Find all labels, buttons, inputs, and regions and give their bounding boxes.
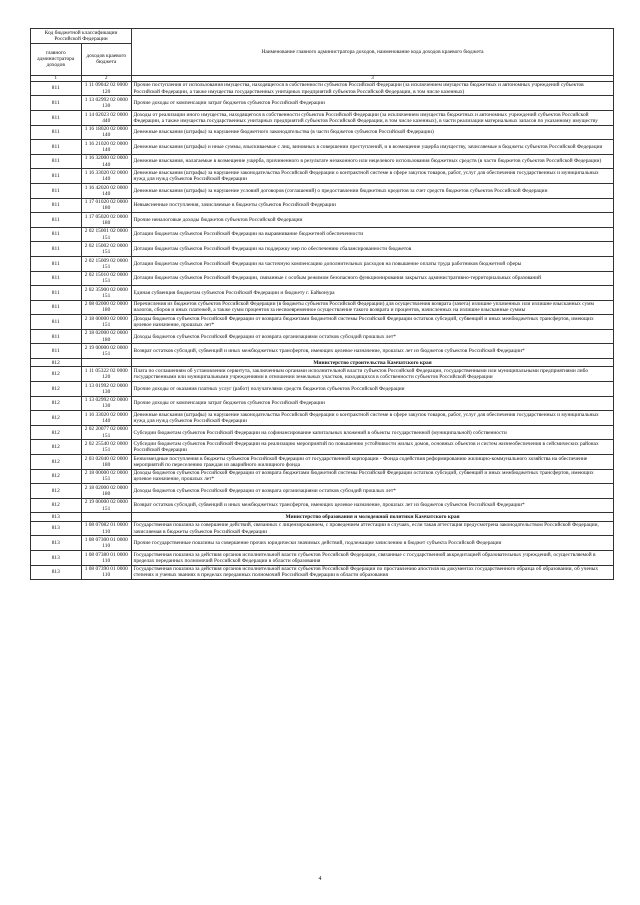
income-code-cell: 1 08 07390 01 0000 110 (81, 565, 132, 580)
income-name-cell: Прочие доходы от компенсации затрат бюджетов субъектов Российской Федерации (132, 396, 614, 411)
income-code-cell: 2 18 00000 02 0000 151 (81, 469, 132, 484)
income-name-cell: Безвозмездные поступления в бюджеты субъектов Российской Федерации от государственной корпорации - Фонда содействия реформированию жилищно-коммунального хозяйства на обеспечение мероприятий по переселению граждан из аварийного жилищного фонда (132, 455, 614, 470)
table-row (31, 367, 614, 382)
admin-code-cell: 812 (31, 440, 82, 455)
table-row (31, 396, 614, 411)
income-code-cell: 1 16 21020 02 0000 140 (81, 140, 132, 155)
admin-code-cell: 811 (31, 344, 82, 359)
admin-code-cell: 811 (31, 110, 82, 125)
income-code-cell: 1 16 42020 02 0000 140 (81, 183, 132, 198)
income-code-cell (81, 513, 132, 521)
admin-code-cell: 811 (31, 329, 82, 344)
income-name-cell: Дотации бюджетам субъектов Российской Федерации, связанные с особым режимом безопасного функционирования закрытых административно-территориальных образований (132, 271, 614, 286)
income-code-cell: 2 02 20077 02 0000 151 (81, 425, 132, 440)
column-number: 2 (81, 75, 132, 81)
income-name-cell: Доходы бюджетов субъектов Российской Федерации от возврата бюджетами бюджетной системы Российской Федерации остатков субсидий, субвенций и иных межбюджетных трансфертов, имеющих целевое назначение, прошлых лет* (132, 469, 614, 484)
income-code-cell: 2 03 02040 02 0000 180 (81, 455, 132, 470)
income-code-cell: 1 08 07082 01 0000 110 (81, 521, 132, 536)
admin-code-cell: 812 (31, 425, 82, 440)
table-row (31, 271, 614, 286)
table-row (31, 96, 614, 111)
admin-code-cell: 811 (31, 198, 82, 213)
admin-code-cell: 811 (31, 286, 82, 301)
income-code-cell: 2 08 02000 02 0000 180 (81, 300, 132, 315)
admin-code-cell: 812 (31, 359, 82, 367)
income-name-cell: Прочие доходы от оказания платных услуг (работ) получателями средств бюджетов субъектов Российской Федерации (132, 382, 614, 397)
income-code-cell: 1 11 05322 02 0000 120 (81, 367, 132, 382)
income-name-cell: Дотации бюджетам субъектов Российской Федерации на выравнивание бюджетной обеспеченности (132, 227, 614, 242)
income-code-cell: 2 02 15009 02 0000 151 (81, 256, 132, 271)
document-sheet (30, 28, 614, 580)
income-name-cell: Денежные взыскания (штрафы) за нарушение законодательства Российской Федерации о контрактной системе в сфере закупок товаров, работ, услуг для обеспечения государственных и муниципальных нужд для нужд субъектов Российской Федерации (132, 411, 614, 426)
income-name-cell: Дотации бюджетам субъектов Российской Федерации на частичную компенсацию дополнительных расходов на повышение оплаты труда работников бюджетной сферы (132, 256, 614, 271)
income-name-cell: Субсидии бюджетам субъектов Российской Федерации на реализацию мероприятий по повышению устойчивости жилых домов, основных объектов и систем жизнеобеспечения в сейсмических районах Российской Федерации (132, 440, 614, 455)
table-row (31, 154, 614, 169)
table-row (31, 140, 614, 155)
table-row (31, 536, 614, 551)
income-code-cell: 2 02 15002 02 0000 151 (81, 242, 132, 257)
page-number: 4 (318, 876, 322, 882)
income-code-cell: 1 13 02992 02 0000 130 (81, 96, 132, 111)
income-name-cell: Единая субвенция бюджетам субъектов Российской Федерации и бюджету г. Байконура (132, 286, 614, 301)
income-name-cell: Доходы бюджетов субъектов Российской Федерации от возврата бюджетами бюджетной системы Российской Федерации остатков субсидий, субвенций и иных межбюджетных трансфертов, имеющих целевое назначение, прошлых лет* (132, 315, 614, 330)
income-name-cell: Денежные взыскания (штрафы) за нарушение бюджетного законодательства (в части бюджетов субъектов Российской Федерации) (132, 125, 614, 140)
income-code-cell: 1 13 01992 02 0000 130 (81, 382, 132, 397)
table-row (31, 315, 614, 330)
income-code-cell: 1 16 18020 02 0000 140 (81, 125, 132, 140)
admin-code-cell: 813 (31, 521, 82, 536)
income-name-cell: Доходы от реализации иного имущества, находящегося в собственности субъектов Российской Федерации (за исключением имущества бюджетных и автономных учреждений субъектов Российской Федерации, а также имущества государственных унитарных предприятий субъектов Российской Федерации, в том числе казенных), в части реализации материальных запасов по указанному имуществу (132, 110, 614, 125)
admin-code-cell: 812 (31, 396, 82, 411)
income-name-cell: Министерство образования и молодежной политики Камчатского края (132, 513, 614, 521)
table-row (31, 110, 614, 125)
income-code-cell: 1 16 32000 02 0000 140 (81, 154, 132, 169)
income-code-cell: 2 02 15010 02 0000 151 (81, 271, 132, 286)
income-name-cell: Прочие доходы от компенсации затрат бюджетов субъектов Российской Федерации (132, 96, 614, 111)
income-name-cell: Доходы бюджетов субъектов Российской Федерации от возврата организациями остатков субсидий прошлых лет* (132, 329, 614, 344)
admin-code-cell: 811 (31, 300, 82, 315)
table-row (31, 521, 614, 536)
income-name-cell: Денежные взыскания (штрафы) за нарушение законодательства Российской Федерации о контрактной системе в сфере закупок товаров, работ, услуг для обеспечения государственных и муниципальных нужд для нужд субъектов Российской Федерации (132, 169, 614, 184)
admin-code-cell: 811 (31, 96, 82, 111)
income-code-cell: 1 13 02992 02 0000 130 (81, 396, 132, 411)
table-row (31, 256, 614, 271)
income-name-cell: Доходы бюджетов субъектов Российской Федерации от возврата организациями остатков субсидий прошлых лет* (132, 484, 614, 499)
table-row (31, 550, 614, 565)
admin-code-cell: 811 (31, 227, 82, 242)
admin-code-cell: 811 (31, 213, 82, 228)
table-row (31, 286, 614, 301)
income-code-cell: 2 02 35900 02 0000 151 (81, 286, 132, 301)
table-row (31, 455, 614, 470)
income-name-cell: Государственная пошлина за действия органов исполнительной власти субъектов Российской Федерации по проставлению апостиля на документах государственного образца об образовании, об ученых степенях и ученых званиях в пределах переданных полномочий Российской Федерации в области образования (132, 565, 614, 580)
income-column-header: доходов краевого бюджета (81, 43, 132, 75)
section-header-row (31, 359, 614, 367)
admin-code-cell: 813 (31, 565, 82, 580)
table-row (31, 440, 614, 455)
income-code-cell: 1 16 33020 02 0000 140 (81, 169, 132, 184)
income-code-cell: 2 19 00000 02 0000 151 (81, 344, 132, 359)
income-code-cell: 1 16 33020 02 0000 140 (81, 411, 132, 426)
income-name-cell: Плата по соглашениям об установлении сервитута, заключенным органами исполнительной власти субъектов Российской Федерации, государственными или муниципальными предприятиями либо государственными или муниципальными учреждениями в отношении земельных участков, находящихся в собственности субъектов Российской Федерации (132, 367, 614, 382)
income-name-cell: Невыясненные поступления, зачисляемые в бюджеты субъектов Российской Федерации (132, 198, 614, 213)
admin-code-cell: 812 (31, 455, 82, 470)
income-name-cell: Дотации бюджетам субъектов Российской Федерации на поддержку мер по обеспечению сбалансированности бюджетов (132, 242, 614, 257)
income-code-cell: 2 19 00000 02 0000 151 (81, 498, 132, 513)
admin-code-cell: 812 (31, 498, 82, 513)
income-code-cell: 1 17 05020 02 0000 180 (81, 213, 132, 228)
income-codes-table (30, 28, 614, 580)
admin-column-header: главного администратора доходов (31, 43, 82, 75)
table-row (31, 213, 614, 228)
income-name-cell: Прочие поступления от использования имущества, находящегося в собственности субъектов Российской Федерации (за исключением имущества бюджетных и автономных учреждений субъектов Российской Федерации, а также имущества государственных унитарных предприятий субъектов Российской Федерации, в том числе казенных) (132, 81, 614, 96)
table-row (31, 425, 614, 440)
admin-code-cell: 812 (31, 367, 82, 382)
table-row (31, 242, 614, 257)
table-row (31, 484, 614, 499)
table-row (31, 329, 614, 344)
table-row (31, 169, 614, 184)
table-body (31, 81, 614, 579)
admin-code-cell: 812 (31, 469, 82, 484)
income-name-cell: Денежные взыскания (штрафы) и иные суммы, взыскиваемые с лиц, виновных в совершении преступлений, и в возмещение ущерба имуществу, зачисляемые в бюджеты субъектов Российской Федерации (132, 140, 614, 155)
income-name-cell: Возврат остатков субсидий, субвенций и иных межбюджетных трансфертов, имеющих целевое назначение, прошлых лет из бюджетов субъектов Российской Федерации* (132, 344, 614, 359)
admin-code-cell: 811 (31, 256, 82, 271)
admin-code-cell: 812 (31, 382, 82, 397)
income-name-cell: Прочие неналоговые доходы бюджетов субъектов Российской Федерации (132, 213, 614, 228)
income-code-cell: 2 18 02000 02 0000 180 (81, 484, 132, 499)
table-row (31, 565, 614, 580)
name-column-header: Наименование главного администратора доходов, наименование кода доходов краевого бюджета (132, 29, 614, 76)
table-row (31, 125, 614, 140)
table-row (31, 183, 614, 198)
income-code-cell: 1 17 01020 02 0000 180 (81, 198, 132, 213)
table-row (31, 344, 614, 359)
income-name-cell: Денежные взыскания, налагаемые в возмещение ущерба, причиненного в результате незаконного или нецелевого использования бюджетных средств (в части бюджетов субъектов Российской Федерации) (132, 154, 614, 169)
column-number: 1 (31, 75, 82, 81)
admin-code-cell: 811 (31, 154, 82, 169)
income-code-cell: 2 02 25540 02 0000 151 (81, 440, 132, 455)
income-name-cell: Государственная пошлина за совершение действий, связанных с лицензированием, с проведением аттестации в случаях, если такая аттестация предусмотрена законодательством Российской Федерации, зачисляемая в бюджеты субъектов Российской Федерации (132, 521, 614, 536)
admin-code-cell: 812 (31, 484, 82, 499)
income-code-cell: 2 18 00000 02 0000 151 (81, 315, 132, 330)
income-name-cell: Субсидии бюджетам субъектов Российской Федерации на софинансирование капитальных вложений в объекты государственной (муниципальной) собственности (132, 425, 614, 440)
admin-code-cell: 811 (31, 315, 82, 330)
table-row (31, 81, 614, 96)
section-header-row (31, 513, 614, 521)
income-code-cell: 1 08 07300 01 0000 110 (81, 536, 132, 551)
admin-code-cell: 811 (31, 242, 82, 257)
income-name-cell: Денежные взыскания (штрафы) за нарушение условий договоров (соглашений) о предоставлении бюджетных кредитов за счет средств бюджетов субъектов Российской Федерации (132, 183, 614, 198)
table-row (31, 469, 614, 484)
column-number: 3 (132, 75, 614, 81)
income-name-cell: Возврат остатков субсидий, субвенций и иных межбюджетных трансфертов, имеющих целевое назначение, прошлых лет из бюджетов субъектов Российской Федерации* (132, 498, 614, 513)
table-row (31, 498, 614, 513)
income-name-cell: Перечисления из бюджетов субъектов Российской Федерации (в бюджеты субъектов Российской Федерации) для осуществления возврата (зачета) излишне уплаченных или излишне взысканных сумм налогов, сборов и иных платежей, а также сумм процентов за несвоевременное осуществление такого возврата и процентов, начисленных на излишне взысканные суммы (132, 300, 614, 315)
admin-code-cell: 811 (31, 125, 82, 140)
admin-code-cell: 811 (31, 271, 82, 286)
admin-code-cell: 812 (31, 411, 82, 426)
income-name-cell: Прочие государственные пошлины за совершение прочих юридически значимых действий, подлежащие зачислению в бюджет субъекта Российской Федерации (132, 536, 614, 551)
admin-code-cell: 813 (31, 536, 82, 551)
table-row (31, 227, 614, 242)
table-row (31, 198, 614, 213)
income-code-cell: 1 08 07380 01 0000 110 (81, 550, 132, 565)
admin-code-cell: 813 (31, 550, 82, 565)
income-code-cell (81, 359, 132, 367)
income-name-cell: Государственная пошлина за действия органов исполнительной власти субъектов Российской Федерации, связанные с государственной аккредитацией образовательных учреждений, осуществляемой в пределах переданных полномочий Российской Федерации в области образования (132, 550, 614, 565)
admin-code-cell: 811 (31, 81, 82, 96)
income-code-cell: 2 02 15001 02 0000 151 (81, 227, 132, 242)
admin-code-cell: 811 (31, 169, 82, 184)
admin-code-cell: 813 (31, 513, 82, 521)
income-code-cell: 2 18 02000 02 0000 180 (81, 329, 132, 344)
income-name-cell: Министерство строительства Камчатского края (132, 359, 614, 367)
income-code-cell: 1 11 09042 02 0000 120 (81, 81, 132, 96)
admin-code-cell: 811 (31, 140, 82, 155)
income-code-cell: 1 14 02023 02 0000 440 (81, 110, 132, 125)
table-header-row (31, 29, 614, 44)
kbk-header: Код бюджетной классификации Российской Федерации (31, 29, 132, 44)
table-row (31, 300, 614, 315)
table-row (31, 382, 614, 397)
table-row (31, 411, 614, 426)
admin-code-cell: 811 (31, 183, 82, 198)
